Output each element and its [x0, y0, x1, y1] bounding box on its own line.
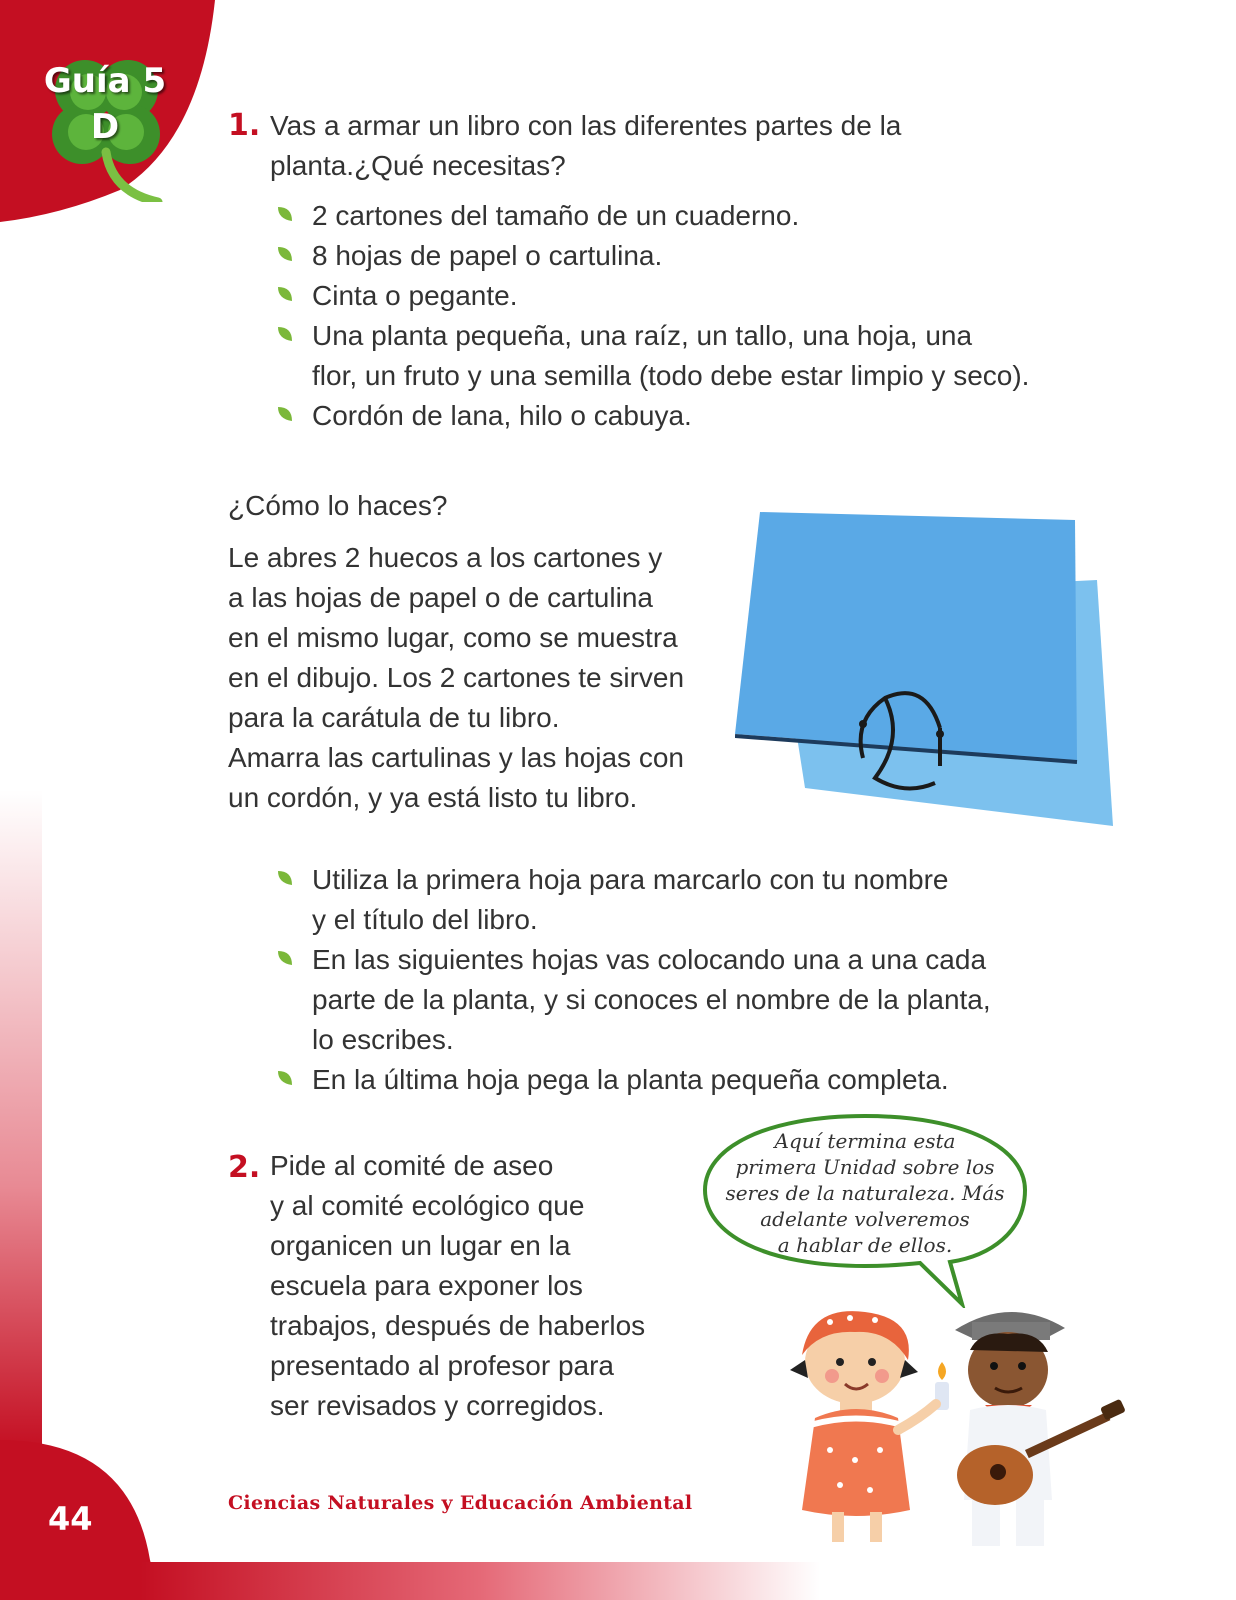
text-line: primera Unidad sobre los	[735, 1155, 995, 1179]
text-line: flor, un fruto y una semilla (todo debe estar limpio y seco).	[312, 360, 1030, 391]
leaf-bullet-icon	[276, 245, 294, 263]
instructions-paragraph	[228, 538, 728, 818]
text-line: 8 hojas de papel o cartulina.	[312, 240, 663, 271]
question-number: 1.	[228, 108, 261, 143]
list-item	[270, 276, 1110, 316]
text-line: presentado al profesor para	[270, 1350, 614, 1381]
text-line: para la carátula de tu libro.	[228, 702, 560, 733]
text-line: adelante volveremos	[760, 1207, 970, 1231]
text-line: Pide al comité de aseo	[270, 1150, 554, 1181]
text-line: Una planta pequeña, una raíz, un tallo, una hoja, una	[312, 320, 973, 351]
guide-number: Guía 5	[43, 61, 167, 101]
text-line: 2 cartones del tamaño de un cuaderno.	[312, 200, 800, 231]
text-line: En la última hoja pega la planta pequeña completa.	[312, 1064, 949, 1095]
text-line: en el dibujo. Los 2 cartones te sirven	[228, 662, 685, 693]
leaf-bullet-icon	[276, 405, 294, 423]
side-stripe-decoration	[0, 790, 42, 1450]
text-line: y el título del libro.	[312, 904, 538, 935]
guide-letter: D	[90, 107, 120, 147]
leaf-bullet-icon	[276, 325, 294, 343]
text-line: planta.¿Qué necesitas?	[270, 150, 566, 181]
leaf-bullet-icon	[276, 205, 294, 223]
text-line: y al comité ecológico que	[270, 1190, 585, 1221]
text-line: trabajos, después de haberlos	[270, 1310, 646, 1341]
text-line: Amarra las cartulinas y las hojas con	[228, 742, 684, 773]
list-item	[270, 940, 1100, 1060]
steps-list	[270, 860, 1100, 1100]
leaf-bullet-icon	[276, 949, 294, 967]
question-text	[270, 1146, 690, 1426]
text-line: Cordón de lana, hilo o cabuya.	[312, 400, 692, 431]
text-line: parte de la planta, y si conoces el nombre de la planta,	[312, 984, 991, 1015]
boy-figure	[955, 1312, 1126, 1546]
list-item	[270, 316, 1110, 396]
list-item	[270, 860, 1100, 940]
leaf-bullet-icon	[276, 869, 294, 887]
speech-bubble-text	[712, 1128, 1018, 1258]
question-text	[270, 106, 990, 186]
text-line: en el mismo lugar, como se muestra	[228, 622, 678, 653]
text-line: ser revisados y corregidos.	[270, 1390, 605, 1421]
text-line: lo escribes.	[312, 1024, 454, 1055]
text-line: Vas a armar un libro con las diferentes partes de la	[270, 110, 902, 141]
list-item	[270, 1060, 1100, 1100]
text-line: escuela para exponer los	[270, 1270, 583, 1301]
text-line: organicen un lugar en la	[270, 1230, 571, 1261]
list-item	[270, 396, 1110, 436]
text-line: seres de la naturaleza. Más	[725, 1181, 1005, 1205]
list-item	[270, 196, 1110, 236]
section-heading: ¿Cómo lo haces?	[228, 490, 448, 521]
list-item	[270, 236, 1110, 276]
bottom-stripe-decoration	[140, 1562, 820, 1600]
children-illustration	[780, 1300, 1140, 1560]
text-line: En las siguientes hojas vas colocando una a una cada	[312, 944, 987, 975]
text-line: Utiliza la primera hoja para marcarlo con tu nombre	[312, 864, 949, 895]
text-line: Aquí termina esta	[774, 1129, 956, 1153]
footer-title: Ciencias Naturales y Educación Ambiental	[228, 1492, 693, 1514]
page-number: 44	[48, 1500, 93, 1538]
question-number: 2.	[228, 1150, 261, 1185]
leaf-bullet-icon	[276, 1069, 294, 1087]
guide-label	[40, 58, 170, 150]
text-line: un cordón, y ya está listo tu libro.	[228, 782, 638, 813]
book-illustration	[735, 508, 1135, 848]
text-line: Cinta o pegante.	[312, 280, 518, 311]
text-line: a hablar de ellos.	[777, 1233, 953, 1257]
girl-figure	[790, 1311, 949, 1542]
materials-list	[270, 196, 1110, 436]
leaf-bullet-icon	[276, 285, 294, 303]
text-line: a las hojas de papel o de cartulina	[228, 582, 653, 613]
text-line: Le abres 2 huecos a los cartones y	[228, 542, 663, 573]
